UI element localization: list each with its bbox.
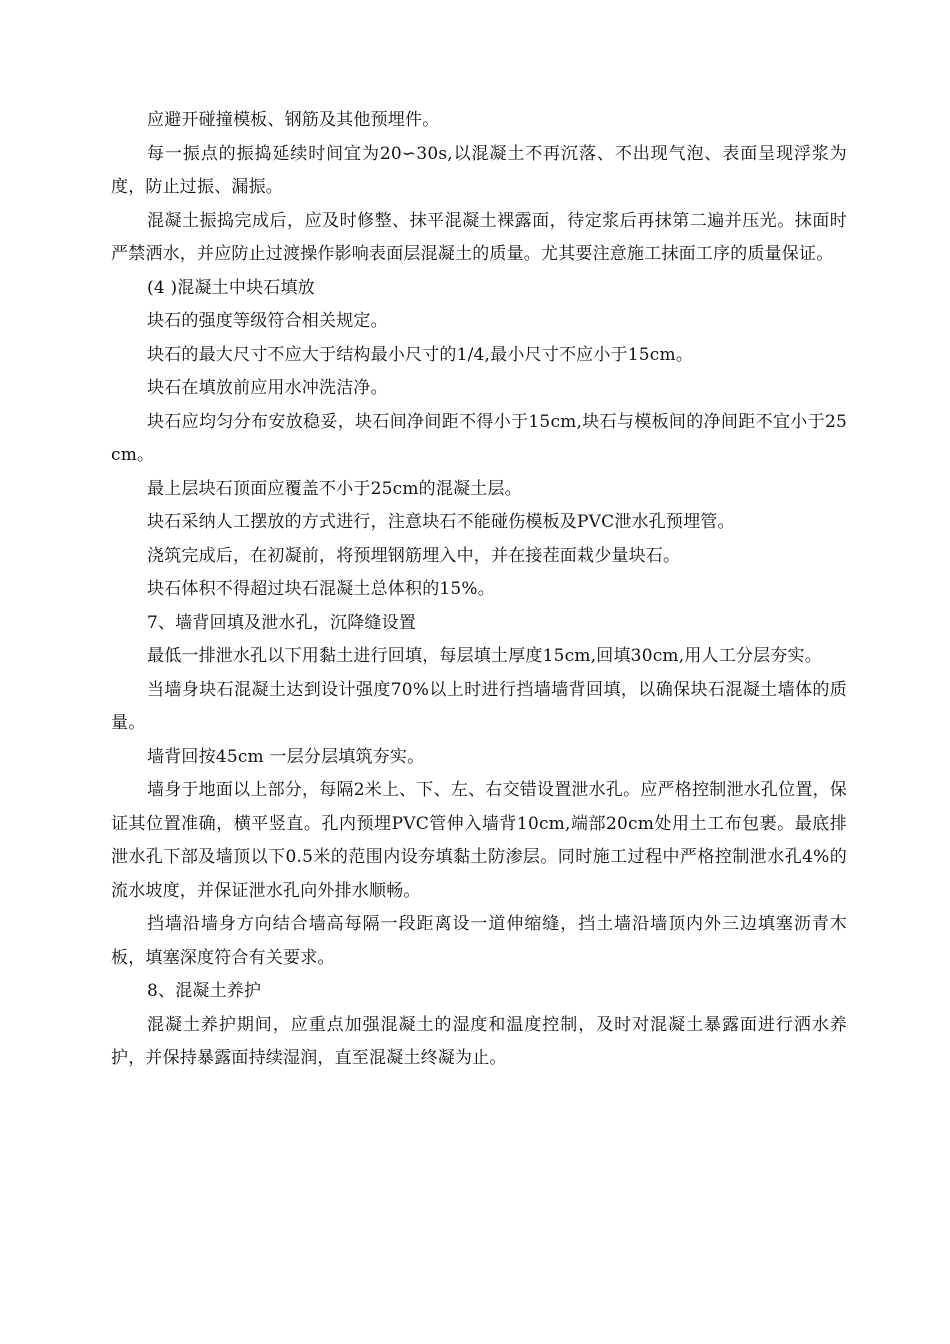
document-body (111, 104, 847, 1076)
paragraph-5: 块石的强度等级符合相关规定。 (147, 311, 388, 331)
paragraph-3: 混凝土振捣完成后，应及时修整、抹平混凝土裸露面，待定浆后再抹第二遍并压光。抹面时严禁洒水，并应防止过渡操作影响表面层混凝土的质量。尤其要注意施工抹面工序的质量保证。 (111, 210, 847, 264)
paragraph-15: 当墙身块石混凝土达到设计强度70%以上时进行挡墙墙背回填，以确保块石混凝土墙体的质量。 (111, 679, 847, 733)
paragraph-17: 墙身于地面以上部分，每隔2米上、下、左、右交错设置泄水孔。应严格控制泄水孔位置，保证其位置准确，横平竖直。孔内预埋PVC管伸入墙背10cm,端部20cm处用土工布包裹。最底排泄水孔下部及墙顶以下0.5米的范围内设夯填黏土防渗层。同时施工过程中严格控制泄水孔4%的流水坡度，并保证泄水孔向外排水顺畅。 (111, 780, 847, 901)
paragraph-14: 最低一排泄水孔以下用黏土进行回填，每层填土厚度15cm,回填30cm,用人工分层夯实。 (147, 646, 822, 666)
paragraph-8: 块石应均匀分布安放稳妥，块石间净间距不得小于15cm,块石与模板间的净间距不宜小于25cm。 (111, 411, 847, 465)
paragraph-7: 块石在填放前应用水冲洗洁净。 (147, 378, 388, 398)
section-heading-4: (4 )混凝土中块石填放 (147, 277, 315, 298)
paragraph-2: 每一振点的振捣延续时间宜为20∽30s,以混凝土不再沉落、不出现气泡、表面呈现浮浆为度，防止过振、漏振。 (111, 143, 847, 197)
paragraph-1: 应避开碰撞模板、钢筋及其他预埋件。 (147, 110, 440, 130)
section-heading-8: 8、混凝土养护 (147, 981, 262, 1001)
paragraph-6: 块石的最大尺寸不应大于结构最小尺寸的1/4,最小尺寸不应小于15cm。 (147, 344, 694, 365)
paragraph-12: 块石体积不得超过块石混凝土总体积的15%。 (147, 579, 495, 599)
paragraph-18: 挡墙沿墙身方向结合墙高每隔一段距离设一道伸缩缝，挡土墙沿墙顶内外三边填塞沥青木板，填塞深度符合有关要求。 (111, 914, 847, 968)
paragraph-20: 混凝土养护期间，应重点加强混凝土的湿度和温度控制，及时对混凝土暴露面进行洒水养护，并保持暴露面持续湿润，直至混凝土终凝为止。 (111, 1014, 847, 1068)
paragraph-11: 浇筑完成后，在初凝前，将预埋钢筋埋入中，并在接茬面栽少量块石。 (147, 545, 681, 566)
section-heading-7: 7、墙背回填及泄水孔，沉降缝设置 (147, 612, 417, 633)
paragraph-9: 最上层块石顶面应覆盖不小于25cm的混凝土层。 (147, 478, 522, 499)
paragraph-16: 墙背回按45cm 一层分层填筑夯实。 (147, 746, 425, 767)
paragraph-10: 块石采纳人工摆放的方式进行，注意块石不能碰伤模板及PVC泄水孔预埋管。 (147, 512, 735, 532)
